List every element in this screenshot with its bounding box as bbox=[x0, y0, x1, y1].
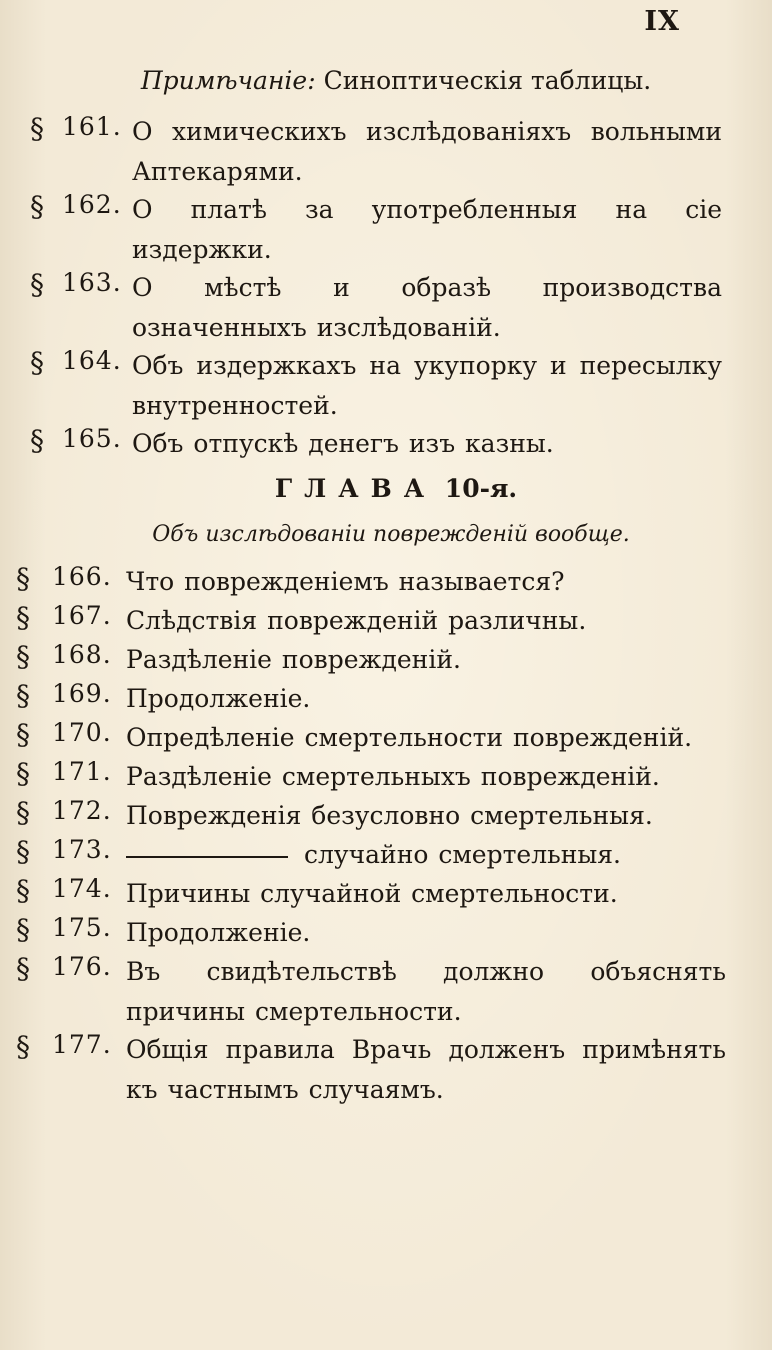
section-number: 174. bbox=[52, 874, 112, 903]
section-number: 173. bbox=[52, 835, 112, 864]
section-sign: § bbox=[16, 679, 30, 712]
section-title: Причины случайной смертельности. bbox=[126, 879, 618, 908]
chapter-number: 10-я. bbox=[444, 474, 518, 503]
section-title: Опредѣленіе смертельности поврежденій. bbox=[126, 723, 693, 752]
note-label: Примѣчаніе: bbox=[140, 66, 316, 95]
section-title: Общія правила Врачь долженъ примѣнять къ частнымъ случаямъ. bbox=[126, 1035, 726, 1104]
section-number: 169. bbox=[52, 679, 112, 708]
section-sign: § bbox=[16, 796, 30, 829]
section-sign: § bbox=[16, 601, 30, 634]
section-number: 167. bbox=[52, 601, 112, 630]
page-number: IX bbox=[644, 6, 680, 37]
section-number: 177. bbox=[52, 1030, 112, 1059]
section-number: 161. bbox=[62, 112, 122, 141]
section-sign: § bbox=[30, 346, 44, 379]
section-title: О платѣ за употребленныя на сіе издержки. bbox=[132, 195, 722, 264]
section-sign: § bbox=[30, 112, 44, 145]
section-sign: § bbox=[16, 1030, 30, 1063]
section-title: Поврежденія безусловно смертельныя. bbox=[126, 801, 653, 830]
section-title: О химическихъ изслѣдованіяхъ вольными Аптекарями. bbox=[132, 117, 722, 186]
section-title: Въ свидѣтельствѣ должно объяснять причины смертельности. bbox=[126, 957, 726, 1026]
section-title: Слѣдствія поврежденій различны. bbox=[126, 606, 587, 635]
chapter-heading bbox=[0, 474, 772, 503]
section-title: случайно смертельныя. bbox=[304, 840, 621, 869]
section-number: 165. bbox=[62, 424, 122, 453]
section-number: 170. bbox=[52, 718, 112, 747]
section-number: 164. bbox=[62, 346, 122, 375]
section-sign: § bbox=[30, 190, 44, 223]
section-sign: § bbox=[16, 835, 30, 868]
section-title: О мѣстѣ и образѣ производства означенныхъ изслѣдованій. bbox=[132, 273, 722, 342]
section-sign: § bbox=[16, 874, 30, 907]
section-title: Раздѣленіе поврежденій. bbox=[126, 645, 461, 674]
section-title: Продолженіе. bbox=[126, 918, 311, 947]
ditto-dash bbox=[126, 856, 288, 858]
section-sign: § bbox=[16, 562, 30, 595]
section-number: 171. bbox=[52, 757, 112, 786]
section-number: 162. bbox=[62, 190, 122, 219]
section-title: Объ отпускѣ денегъ изъ казны. bbox=[132, 429, 554, 458]
section-sign: § bbox=[30, 424, 44, 457]
section-sign: § bbox=[16, 952, 30, 985]
section-number: 163. bbox=[62, 268, 122, 297]
section-sign: § bbox=[30, 268, 44, 301]
section-sign: § bbox=[16, 913, 30, 946]
section-number: 172. bbox=[52, 796, 112, 825]
section-number: 168. bbox=[52, 640, 112, 669]
section-title: Что поврежденіемъ называется? bbox=[126, 567, 565, 596]
section-title: Продолженіе. bbox=[126, 684, 311, 713]
note-line bbox=[0, 66, 772, 95]
section-title: Объ издержкахъ на укупорку и пересылку внутренностей. bbox=[132, 351, 722, 420]
section-number: 175. bbox=[52, 913, 112, 942]
section-sign: § bbox=[16, 718, 30, 751]
chapter-word: ГЛАВА bbox=[274, 474, 437, 503]
section-number: 176. bbox=[52, 952, 112, 981]
section-title: Раздѣленіе смертельныхъ поврежденій. bbox=[126, 762, 660, 791]
chapter-subtitle: Объ изслѣдованіи поврежденій вообще. bbox=[152, 522, 630, 547]
section-number: 166. bbox=[52, 562, 112, 591]
section-title-continued bbox=[126, 835, 726, 875]
section-sign: § bbox=[16, 757, 30, 790]
note-text: Синоптическія таблицы. bbox=[323, 66, 652, 95]
section-sign: § bbox=[16, 640, 30, 673]
